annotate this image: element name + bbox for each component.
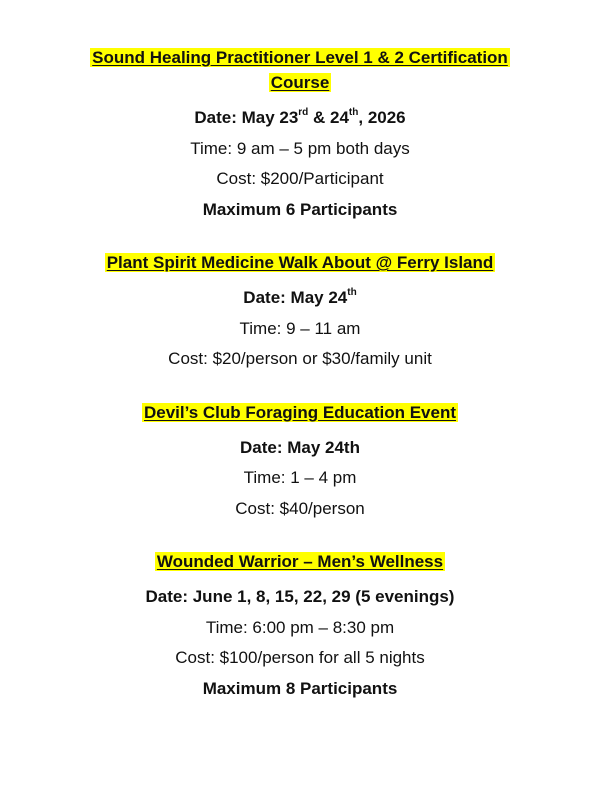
event-cost: Cost: $20/person or $30/family unit bbox=[168, 349, 432, 368]
date-superscript: th bbox=[347, 287, 357, 299]
event-cost: Cost: $40/person bbox=[235, 498, 365, 518]
event-date bbox=[0, 103, 600, 134]
event-date bbox=[0, 283, 600, 314]
event-title: Plant Spirit Medicine Walk About @ Ferry Island bbox=[106, 253, 494, 272]
event-title-wrap bbox=[65, 401, 535, 426]
event-cost: Cost: $200/Participant bbox=[216, 169, 384, 188]
event-time: Time: 1 – 4 pm bbox=[243, 468, 357, 487]
event-max-participants: Maximum 8 Participants bbox=[202, 678, 398, 698]
event-title: Sound Healing Practitioner Level 1 & 2 Certification Course bbox=[92, 48, 508, 92]
event-devils-club bbox=[0, 401, 600, 525]
event-wounded-warrior bbox=[0, 550, 600, 704]
event-title: Wounded Warrior – Men’s Wellness bbox=[156, 552, 444, 571]
event-plant-spirit bbox=[0, 251, 600, 375]
event-title: Devil’s Club Foraging Education Event bbox=[143, 402, 457, 422]
event-date-text: Date: May 24 bbox=[243, 288, 348, 307]
event-time: Time: 9 am – 5 pm both days bbox=[190, 138, 410, 158]
event-time: Time: 6:00 pm – 8:30 pm bbox=[205, 617, 395, 637]
event-date-text: , 2026 bbox=[358, 108, 406, 127]
event-max-participants: Maximum 6 Participants bbox=[202, 199, 398, 219]
event-date: Date: June 1, 8, 15, 22, 29 (5 evenings) bbox=[145, 587, 455, 606]
event-date-text: Date: May 23 bbox=[194, 108, 299, 127]
event-date: Date: May 24th bbox=[240, 437, 360, 457]
event-title-wrap bbox=[65, 550, 535, 575]
event-title-wrap bbox=[65, 251, 535, 276]
event-cost: Cost: $100/person for all 5 nights bbox=[175, 648, 425, 667]
event-title-wrap bbox=[65, 46, 535, 96]
date-superscript: th bbox=[348, 107, 359, 119]
event-sound-healing bbox=[0, 46, 600, 225]
date-superscript: rd bbox=[298, 107, 309, 119]
event-time: Time: 9 – 11 am bbox=[239, 318, 361, 338]
event-date-text: & 24 bbox=[308, 108, 349, 127]
